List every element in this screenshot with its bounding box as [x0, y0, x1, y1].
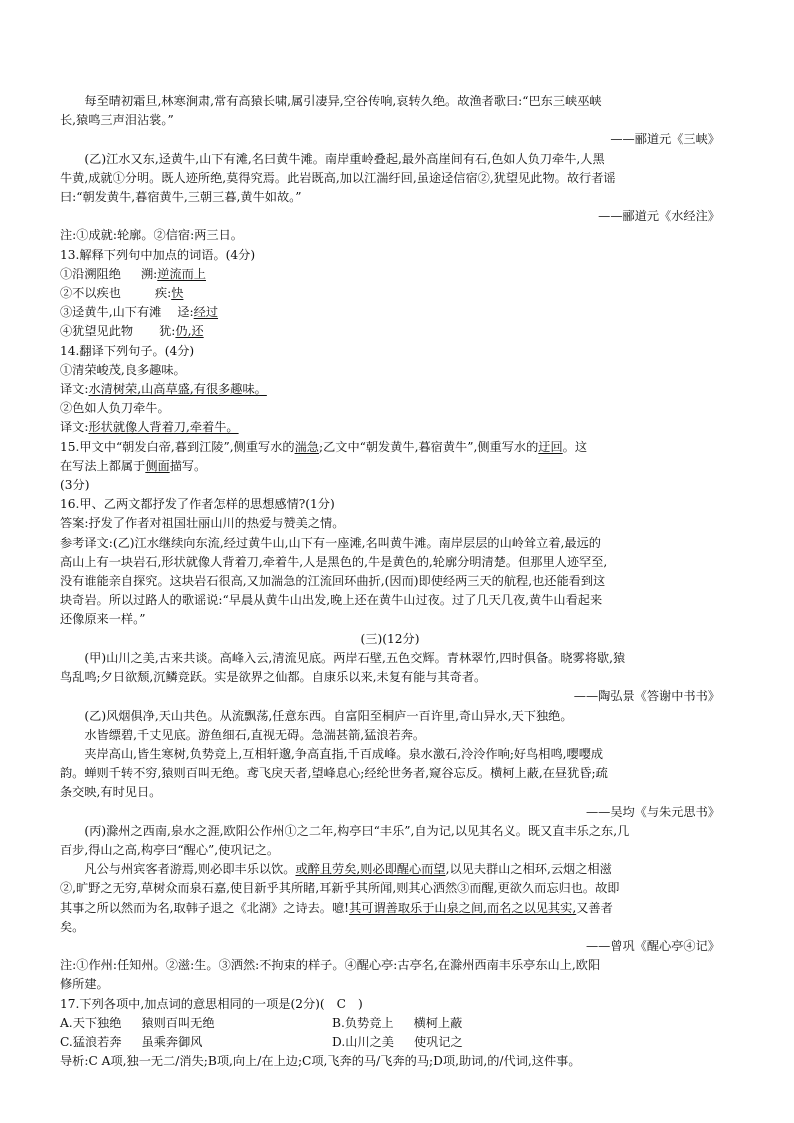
yi3-line-1: (乙)风烟俱净,天山共色。从流飘荡,任意东西。自富阳至桐庐一百许里,奇山异水,天下独绝。: [84, 708, 573, 723]
yi3-line-5: 条交映,有时见日。: [60, 785, 162, 800]
q17-stem: 17.下列各项中,加点词的意思相同的一项是(2分)( C ): [60, 996, 363, 1011]
q15-answer-3: 侧面: [145, 458, 170, 473]
q16-answer: 答案:抒发了作者对祖国壮丽山川的热爱与赞美之情。: [60, 516, 345, 531]
sanxia-source: ——郦道元《三峡》: [610, 132, 720, 147]
yi-passage-note: 注:①成就:轮廓。②信宿:两三日。: [60, 228, 243, 243]
q17-option-b: B.负势竞上 横柯上蔽: [332, 1015, 463, 1030]
yi-passage-line-2: 牛黄,成就①分明。既人迹所绝,莫得究焉。此岩既高,加以江湍纡回,虽途迳信宿②,犹望见此物。故行者谣: [60, 170, 616, 185]
bing-line-6: 矣。: [60, 919, 85, 934]
yi3-line-3: 夹岸高山,皆生寒树,负势竞上,互相轩邈,争高直指,千百成峰。泉水激石,泠泠作响;好鸟相鸣,嘤嘤成: [84, 746, 604, 761]
bing-source: ——曾巩《醒心亭④记》: [585, 938, 720, 953]
q14-translation-1: 译文:水清树荣,山高草盛,有很多趣味。: [60, 382, 267, 397]
bing-line-3: 凡公与州宾客者游焉,则必即丰乐以饮。或醉且劳矣,则必即醒心而望,以见夫群山之相环,云烟之相滋: [84, 862, 612, 877]
q15-score: (3分): [60, 478, 90, 493]
q16-reference-line-2: 高山上有一块岩石,形状就像人背着刀,牵着牛,人是黑色的,牛是黄色的,轮廓分明清楚。但那里人迹罕至,: [60, 554, 608, 569]
document-page: [60, 92, 720, 1071]
q13-item-2: ②不以疾也 疾:快: [60, 286, 184, 301]
bing-note-line-1: 注:①作州:任知州。②滋:生。③洒然:不拘束的样子。④醒心亭:古亭名,在滁州西南丰乐亭东山上,欧阳: [60, 958, 601, 973]
q17-option-c: C.猛浪若奔 虽乘奔御风: [60, 1034, 203, 1049]
q15-answer-2: 迂回: [538, 439, 563, 454]
q15-answer-1: 湍急: [294, 439, 319, 454]
jia-line-1: (甲)山川之美,古来共谈。高峰入云,清流见底。两岸石壁,五色交辉。青林翠竹,四时俱备。晓雾将歇,猿: [84, 650, 626, 665]
yi-passage-source: ——郦道元《水经注》: [598, 209, 720, 224]
q13-answer-2: 快: [171, 286, 184, 301]
q15-line-2: 在写法上都属于侧面描写。: [60, 458, 207, 473]
q17-analysis: 导析:C A项,独一无二/消失;B项,向上/在上边;C项,飞奔的马/飞奔的马;D项,助词,的/代词,这件事。: [60, 1054, 581, 1069]
q16-reference-line-1: 参考译文:(乙)江水继续向东流,经过黄牛山,山下有一座滩,名叫黄牛滩。南岸层层的山岭耸立着,最远的: [60, 535, 601, 550]
q13-item-4: ④犹望见此物 犹:仍,还: [60, 324, 204, 339]
q17-option-row-2: [60, 1033, 720, 1052]
bing-underlined-2: 其可谓善取乐于山泉之间,而名之以见其实,: [349, 900, 577, 915]
q14-sentence-2: ②色如人负刀牵牛。: [60, 401, 170, 416]
q13-item-3: ③迳黄牛,山下有滩 迳:经过: [60, 305, 219, 320]
yi3-line-2: 水皆缥碧,千丈见底。游鱼细石,直视无碍。急湍甚箭,猛浪若奔。: [84, 727, 426, 742]
q13-item-1: ①沿溯阻绝 溯:逆流而上: [60, 266, 206, 281]
yi3-line-4: 韵。蝉则千转不穷,猿则百叫无绝。鸢飞戾天者,望峰息心;经纶世务者,窥谷忘反。横柯上蔽,在昼犹昏;疏: [60, 766, 608, 781]
q15-line-1: 15.甲文中“朝发白帝,暮到江陵”,侧重写水的湍急;乙文中“朝发黄牛,暮宿黄牛”,侧重写水的迂回。这: [60, 439, 588, 454]
q13-answer-1: 逆流而上: [157, 266, 206, 281]
section-3-title: (三)(12分): [360, 631, 420, 646]
yi-passage-line-1: (乙)江水又东,迳黄牛,山下有滩,名曰黄牛滩。南岸重岭叠起,最外高崖间有石,色如人负刀牵牛,人黑: [84, 151, 605, 166]
q17-option-d: D.山川之美 使巩记之: [332, 1034, 463, 1049]
q16-stem: 16.甲、乙两文都抒发了作者怎样的思想感情?(1分): [60, 497, 335, 512]
q14-answer-2: 形状就像人背着刀,牵着牛。: [88, 420, 239, 435]
sanxia-text-line-2: 长,猿鸣三声泪沾裳。”: [60, 113, 174, 128]
q13-stem: 13.解释下列句中加点的词语。(4分): [60, 247, 256, 262]
sanxia-text-line-1: 每至晴初霜旦,林寒涧肃,常有高猿长啸,属引凄异,空谷传响,哀转久绝。故渔者歌曰:“巴东三峡巫峡: [84, 94, 602, 108]
q17-option-row-1: [60, 1014, 720, 1033]
q14-sentence-1: ①清荣峻茂,良多趣味。: [60, 362, 186, 377]
jia-source: ——陶弘景《答谢中书书》: [573, 689, 720, 704]
yi3-source: ——吴均《与朱元思书》: [585, 804, 720, 819]
bing-underlined-1: 或醉且劳矣,则必即醒心而望: [295, 862, 446, 877]
q16-reference-line-3: 没有谁能亲自探究。这块岩石很高,又加湍急的江流回环曲折,(因而)即使经两三天的航程,也还能看到这: [60, 574, 606, 589]
q16-reference-line-5: 还像原来一样。”: [60, 612, 146, 627]
bing-note-line-2: 修所建。: [60, 977, 109, 992]
q13-answer-3: 经过: [193, 305, 219, 320]
q13-answer-4: 仍,还: [175, 324, 204, 339]
q14-stem: 14.翻译下列句子。(4分): [60, 343, 195, 358]
yi-passage-line-3: 曰:“朝发黄牛,暮宿黄牛,三朝三暮,黄牛如故。”: [60, 190, 302, 205]
q17-answer: C: [336, 996, 346, 1011]
bing-line-5: 其事之所以然而为名,取韩子退之《北湖》之诗去。噫!其可谓善取乐于山泉之间,而名之以见其实,又善者: [60, 900, 613, 915]
jia-line-2: 鸟乱鸣;夕日欲颓,沉鳞竞跃。实是欲界之仙都。自康乐以来,未复有能与其奇者。: [60, 670, 487, 685]
bing-line-4: ②,旷野之无穷,草树众而泉石嘉,使目新乎其所睹,耳新乎其所闻,则其心洒然③而醒,更欲久而忘归也。故即: [60, 881, 620, 896]
q14-answer-1: 水清树荣,山高草盛,有很多趣味。: [88, 382, 267, 397]
bing-line-2: 百步,得山之高,构亭曰“醒心”,使巩记之。: [60, 842, 280, 857]
q16-reference-line-4: 块奇岩。所以过路人的歌谣说:“早晨从黄牛山出发,晚上还在黄牛山过夜。过了几天几夜,黄牛山看起来: [60, 593, 603, 608]
q17-option-a: A.天下独绝 猿则百叫无绝: [60, 1015, 215, 1030]
q14-translation-2: 译文:形状就像人背着刀,牵着牛。: [60, 420, 239, 435]
bing-line-1: (丙)滁州之西南,泉水之涯,欧阳公作州①之二年,构亭曰“丰乐”,自为记,以见其名义。既又直丰乐之东,几: [84, 823, 630, 838]
